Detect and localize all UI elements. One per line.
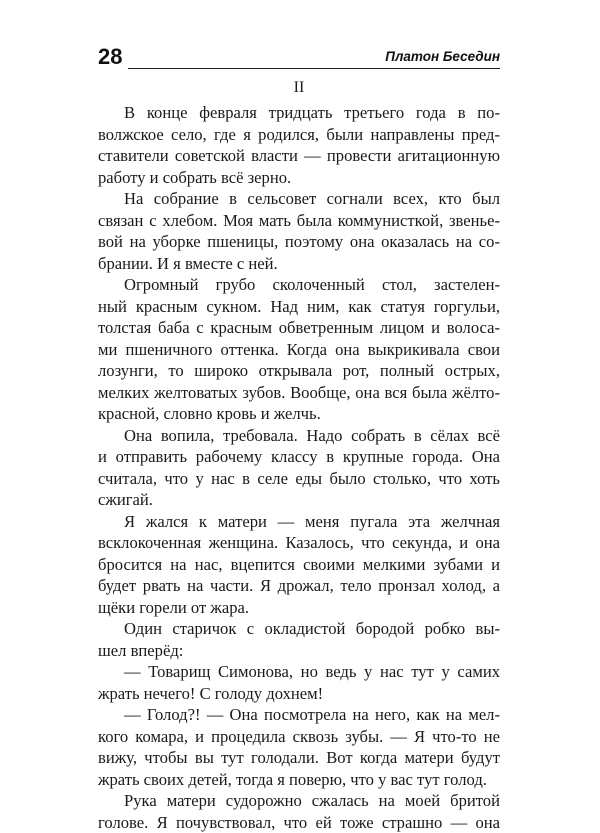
- text-line: Я жался к матери — меня пугала эта желчная: [98, 511, 500, 533]
- text-line: вижу, чтобы вы тут голодали. Вот когда матери будут: [98, 747, 500, 769]
- paragraph: [98, 274, 500, 425]
- paragraph: [98, 790, 500, 833]
- page-number: 28: [98, 44, 122, 70]
- text-line: ставители советской власти — провести агитационную: [98, 145, 500, 167]
- header-rule: [128, 68, 500, 69]
- paragraph: [98, 425, 500, 511]
- text-line: работу и собрать всё зерно.: [98, 167, 500, 189]
- paragraph: [98, 102, 500, 188]
- paragraph: [98, 661, 500, 704]
- text-line: жрать нечего! С голоду дохнем!: [98, 683, 500, 705]
- text-line: красной, словно кровь и желчь.: [98, 403, 500, 425]
- text-line: — Товарищ Симонова, но ведь у нас тут у самих: [98, 661, 500, 683]
- page-header: [98, 44, 500, 74]
- text-line: щёки горели от жара.: [98, 597, 500, 619]
- running-head-author: Платон Беседин: [385, 48, 500, 66]
- text-line: Один старичок с окладистой бородой робко вы-: [98, 618, 500, 640]
- paragraph: [98, 188, 500, 274]
- paragraph: [98, 511, 500, 619]
- text-line: мелких желтоватых зубов. Вообще, она вся была жёлто-: [98, 382, 500, 404]
- text-line: В конце февраля тридцать третьего года в по-: [98, 102, 500, 124]
- text-line: Она вопила, требовала. Надо собрать в сёлах всё: [98, 425, 500, 447]
- paragraph: [98, 618, 500, 661]
- text-line: волжское село, где я родился, были направлены пред-: [98, 124, 500, 146]
- text-line: Рука матери судорожно сжалась на моей бритой: [98, 790, 500, 812]
- text-line: кого комара, и процедила сквозь зубы. — Я что-то не: [98, 726, 500, 748]
- text-line: Огромный грубо сколоченный стол, застелен-: [98, 274, 500, 296]
- paragraph: [98, 704, 500, 790]
- text-line: ми пшеничного оттенка. Когда она выкрикивала свои: [98, 339, 500, 361]
- text-line: сжигай.: [98, 489, 500, 511]
- text-line: жрать своих детей, тогда я поверю, что у вас тут голод.: [98, 769, 500, 791]
- text-line: и отправить рабочему классу в крупные города. Она: [98, 446, 500, 468]
- text-line: считала, что у нас в селе еды было столько, что хоть: [98, 468, 500, 490]
- text-line: будет рвать на части. Я дрожал, тело пронзал холод, а: [98, 575, 500, 597]
- text-line: шел вперёд:: [98, 640, 500, 662]
- section-heading: II: [98, 78, 500, 98]
- text-line: На собрание в сельсовет согнали всех, кто был: [98, 188, 500, 210]
- body-text: [98, 102, 500, 833]
- text-line: вой на уборке пшеницы, поэтому она оказалась на со-: [98, 231, 500, 253]
- text-line: ный красным сукном. Над ним, как статуя горгульи,: [98, 296, 500, 318]
- text-line: брании. И я вместе с ней.: [98, 253, 500, 275]
- text-line: лозунги, то широко открывала рот, полный острых,: [98, 360, 500, 382]
- text-line: бросится на нас, вцепится своими мелкими зубами и: [98, 554, 500, 576]
- text-line: толстая баба с красным обветренным лицом и волоса-: [98, 317, 500, 339]
- text-line: голове. Я почувствовал, что ей тоже страшно — она: [98, 812, 500, 833]
- text-line: связан с хлебом. Моя мать была коммунисткой, звенье-: [98, 210, 500, 232]
- text-line: всклокоченная женщина. Казалось, что секунда, и она: [98, 532, 500, 554]
- text-line: — Голод?! — Она посмотрела на него, как на мел-: [98, 704, 500, 726]
